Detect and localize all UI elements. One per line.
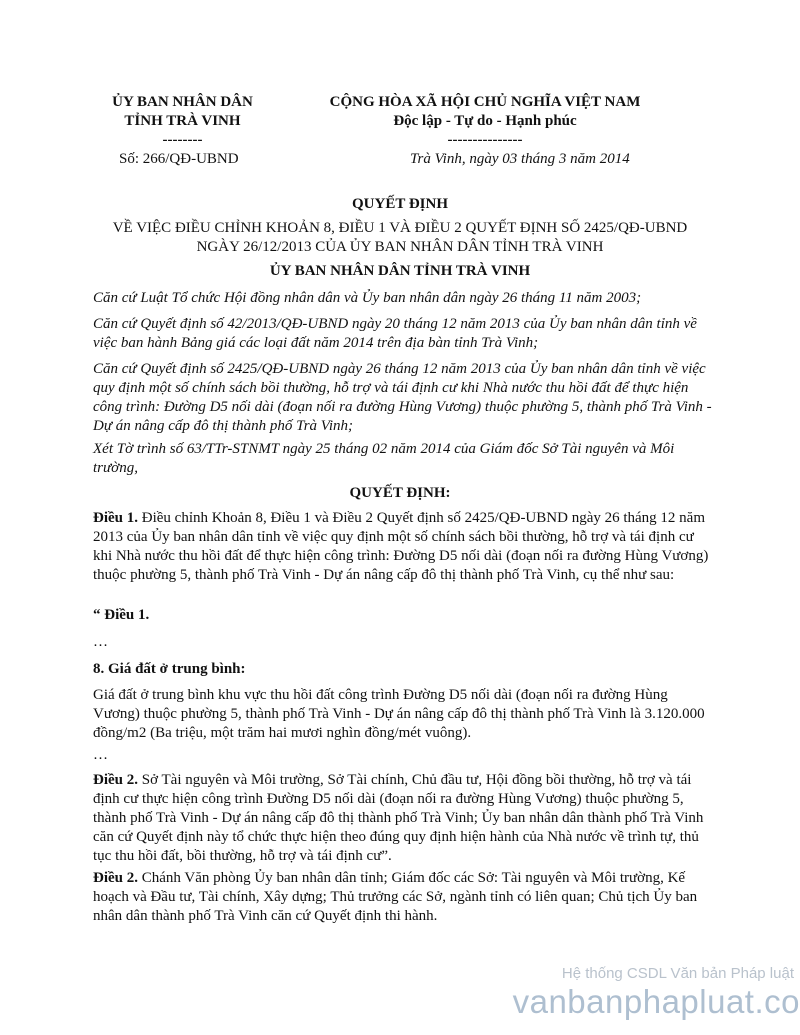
national-motto-block <box>290 93 680 150</box>
subject-line-1: VỀ VIỆC ĐIỀU CHỈNH KHOẢN 8, ĐIỀU 1 VÀ ĐIỀU 2 QUYẾT ĐỊNH SỐ 2425/QĐ-UBND <box>112 220 688 236</box>
watermark-line-2: vanbanphapluat.co <box>512 983 800 1020</box>
document-date: Trà Vinh, ngày 03 tháng 3 năm 2014 <box>410 151 630 167</box>
article-1 <box>93 509 713 585</box>
national-title: CỘNG HÒA XÃ HỘI CHỦ NGHĨA VIỆT NAM <box>329 94 641 110</box>
quoted-article-2-text: Sở Tài nguyên và Môi trường, Sở Tài chính, Chủ đầu tư, Hội đồng bồi thường, hỗ trợ và tái định cư thực hiện công trình Đường D5 nối dài (đoạn nối ra đường Hùng Vương) thuộc phường 5, thành phố Trà Vinh - Dự án nâng cấp đô thị thành phố Trà Vinh; Ủy ban nhân dân thành phố Trà Vinh căn cứ Quyết định này tổ chức thực hiện theo đúng quy định hiện hành của Nhà nước về trình tự, thủ tục thu hồi đất, bồi thường, hỗ trợ và tái định cư”. <box>93 772 704 864</box>
issuer-line-2: TỈNH TRÀ VINH <box>124 113 241 129</box>
quoted-article-2 <box>93 771 713 866</box>
national-motto: Độc lập - Tự do - Hạnh phúc <box>393 113 577 129</box>
ellipsis-2: … <box>93 747 108 763</box>
subject-line-2: NGÀY 26/12/2013 CỦA ỦY BAN NHÂN DÂN TỈNH TRÀ VINH <box>196 239 604 255</box>
document-number: Số: 266/QĐ-UBND <box>119 151 239 167</box>
quoted-article-heading: “ Điều 1. <box>93 607 150 623</box>
article-2-text: Chánh Văn phòng Ủy ban nhân dân tỉnh; Giám đốc các Sở: Tài nguyên và Môi trường, Kế hoạch và Đầu tư, Tài chính, Xây dựng; Thủ trưởng các Sở, ngành tỉnh có liên quan; Chủ tịch Ủy ban nhân dân thành phố Trà Vinh căn cứ Quyết định thi hành. <box>93 870 698 924</box>
ellipsis-1: … <box>93 634 108 650</box>
clause-8-heading: 8. Giá đất ở trung bình: <box>93 661 246 677</box>
watermark <box>513 965 800 1021</box>
issuer-rule: -------- <box>162 132 203 148</box>
decision-heading: QUYẾT ĐỊNH: <box>349 485 451 501</box>
preamble-3: Căn cứ Quyết định số 2425/QĐ-UBND ngày 26 tháng 12 năm 2013 của Ủy ban nhân dân tỉnh về việc quy định một số chính sách bồi thường, hỗ trợ và tái định cư khi Nhà nước thu hồi đất để thực hiện công trình: Đường D5 nối dài (đoạn nối ra đường Hùng Vương) thuộc phường 5, thành phố Trà Vinh - Dự án nâng cấp đô thị thành phố Trà Vinh; <box>93 361 712 434</box>
article-2 <box>93 869 713 926</box>
clause-8-text: Giá đất ở trung bình khu vực thu hồi đất công trình Đường D5 nối dài (đoạn nối ra đường Hùng Vương) thuộc phường 5, thành phố Trà Vinh - Dự án nâng cấp đô thị thành phố Trà Vinh là 3.120.000 đồng/m2 (Ba triệu, một trăm hai mươi nghìn đồng/mét vuông). <box>93 687 705 741</box>
article-1-text: Điều chỉnh Khoản 8, Điều 1 và Điều 2 Quyết định số 2425/QĐ-UBND ngày 26 tháng 12 năm 2013 của Ủy ban nhân dân tỉnh về việc quy định một số chính sách bồi thường, hỗ trợ và tái định cư khi Nhà nước thu hồi đất để thực hiện công trình: Đường D5 nối dài (đoạn nối ra đường Hùng Vương) thuộc phường 5, thành phố Trà Vinh - Dự án nâng cấp đô thị thành phố Trà Vinh, cụ thể như sau: <box>93 510 709 583</box>
document-heading: QUYẾT ĐỊNH <box>352 196 448 212</box>
issuing-authority: ỦY BAN NHÂN DÂN TỈNH TRÀ VINH <box>269 263 531 279</box>
watermark-line-1: Hệ thống CSDL Văn bản Pháp luật <box>561 965 794 982</box>
preamble-4: Xét Tờ trình số 63/TTr-STNMT ngày 25 tháng 02 năm 2014 của Giám đốc Sở Tài nguyên và Môi trường, <box>93 441 675 476</box>
article-2-label: Điều 2. <box>93 870 138 886</box>
article-1-label: Điều 1. <box>93 510 138 526</box>
national-rule: --------------- <box>447 132 523 148</box>
preamble-2: Căn cứ Quyết định số 42/2013/QĐ-UBND ngày 20 tháng 12 năm 2013 của Ủy ban nhân dân tỉnh về việc ban hành Bảng giá các loại đất năm 2014 trên địa bàn tỉnh Trà Vinh; <box>93 316 697 351</box>
issuer-line-1: ỦY BAN NHÂN DÂN <box>112 94 253 110</box>
preamble-1: Căn cứ Luật Tổ chức Hội đồng nhân dân và Ủy ban nhân dân ngày 26 tháng 11 năm 2003; <box>93 290 642 306</box>
quoted-article-2-label: Điều 2. <box>93 772 138 788</box>
issuer-block <box>95 93 270 150</box>
